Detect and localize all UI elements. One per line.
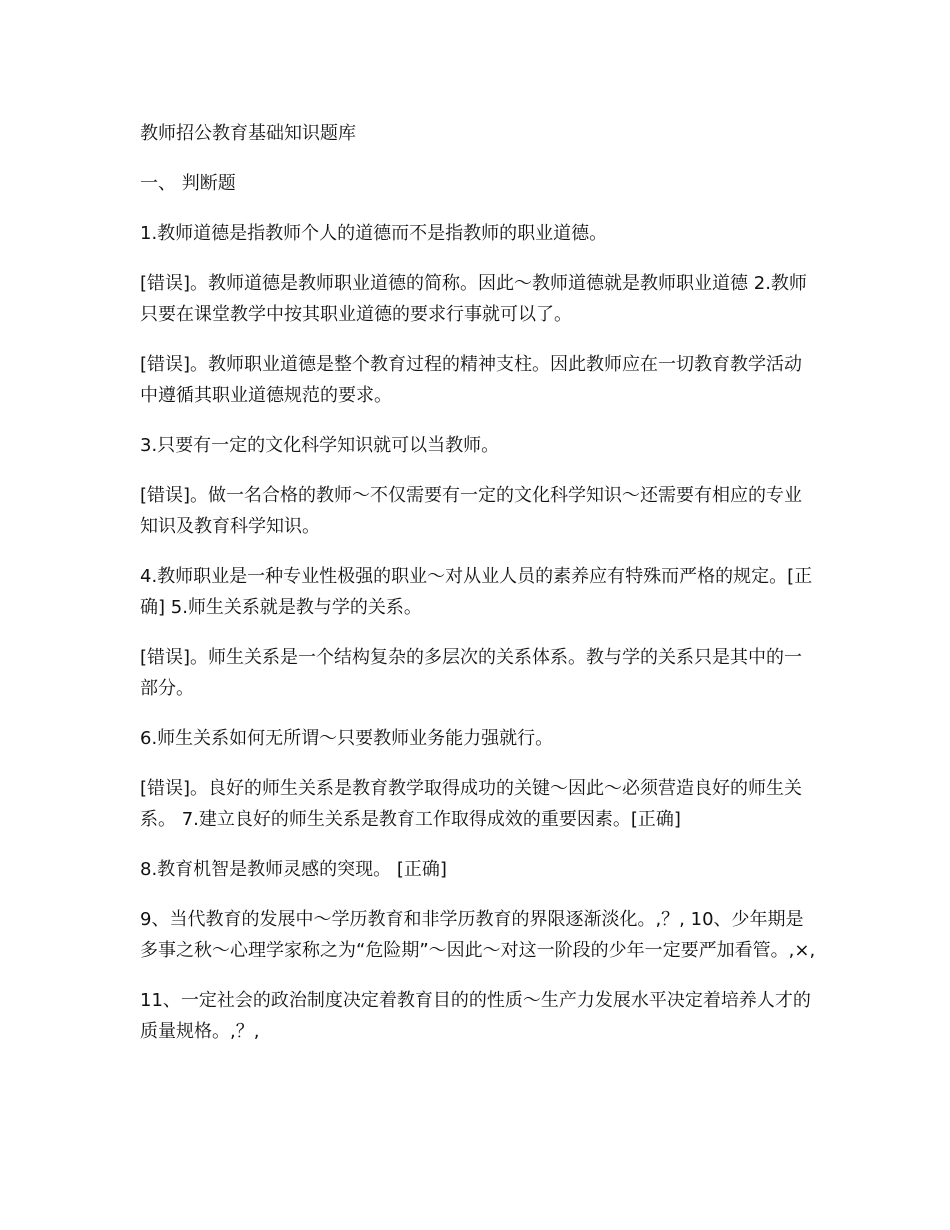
paragraph-7: [错误]。师生关系是一个结构复杂的多层次的关系体系。教与学的关系只是其中的一部分。 bbox=[140, 647, 803, 699]
section-heading: 一、 判断题 bbox=[140, 173, 236, 194]
paragraph-8: 6.师生关系如何无所谓～只要教师业务能力强就行。 bbox=[140, 728, 554, 749]
paragraph-6: 4.教师职业是一种专业性极强的职业～对从业人员的素养应有特殊而严格的规定。[正确] 5.师生关系就是教与学的关系。 bbox=[140, 566, 813, 618]
document-body bbox=[140, 118, 820, 1066]
paragraph-4: 3.只要有一定的文化科学知识就可以当教师。 bbox=[140, 435, 500, 456]
document-title: 教师招公教育基础知识题库 bbox=[140, 123, 356, 144]
paragraph-1: 1.教师道德是指教师个人的道德而不是指教师的职业道德。 bbox=[140, 223, 608, 244]
paragraph-5: [错误]。做一名合格的教师～不仅需要有一定的文化科学知识～还需要有相应的专业知识及教育科学知识。 bbox=[140, 485, 803, 537]
paragraph-2: [错误]。教师道德是教师职业道德的简称。因此～教师道德就是教师职业道德 2.教师只要在课堂教学中按其职业道德的要求行事就可以了。 bbox=[140, 273, 807, 325]
paragraph-11: 9、当代教育的发展中～学历教育和非学历教育的界限逐渐淡化。,？, 10、少年期是多事之秋～心理学家称之为“危险期”～因此～对这一阶段的少年一定要严加看管。,×, bbox=[140, 909, 816, 961]
paragraph-10: 8.教育机智是教师灵感的突现。 [正确] bbox=[140, 859, 447, 880]
paragraph-9: [错误]。良好的师生关系是教育教学取得成功的关键～因此～必须营造良好的师生关系。 7.建立良好的师生关系是教育工作取得成效的重要因素。[正确] bbox=[140, 778, 803, 830]
paragraph-3: [错误]。教师职业道德是整个教育过程的精神支柱。因此教师应在一切教育教学活动中遵循其职业道德规范的要求。 bbox=[140, 354, 803, 406]
paragraph-12: 11、一定社会的政治制度决定着教育目的的性质～生产力发展水平决定着培养人才的质量规格。,？, bbox=[140, 990, 811, 1042]
